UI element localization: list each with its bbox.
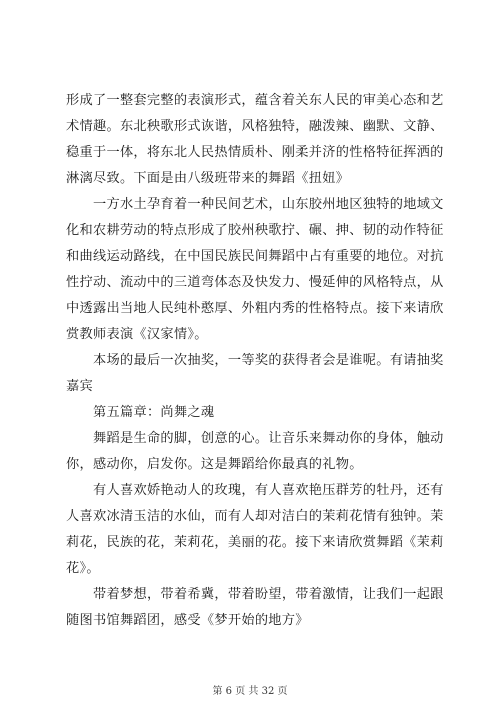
paragraph-line: 花》。 xyxy=(66,561,100,576)
paragraph-line: 人喜欢冰清玉洁的水仙，而有人却对洁白的茉莉花情有独钟。茉 xyxy=(66,509,444,524)
paragraph-line: 一方水土孕育着一种民间艺术，山东胶州地区独特的地域文 xyxy=(93,197,444,212)
paragraph-line: 性拧动、流动中的三道弯体态及快发力、慢延伸的风格特点，从 xyxy=(66,275,444,290)
paragraph-line: 有人喜欢娇艳动人的玫瑰，有人喜欢艳压群芳的牡丹，还有 xyxy=(93,483,444,498)
paragraph-line: 带着梦想，带着希冀，带着盼望，带着激情，让我们一起跟 xyxy=(93,587,444,602)
paragraph-line: 你，感动你，启发你。这是舞蹈给你最真的礼物。 xyxy=(66,457,363,472)
paragraph-line: 随图书馆舞蹈团，感受《梦开始的地方》 xyxy=(66,613,309,628)
paragraph-line: 本场的最后一次抽奖，一等奖的获得者会是谁呢。有请抽奖 xyxy=(93,353,444,368)
paragraph-line: 术情趣。东北秧歌形式诙谐，风格独特，融泼辣、幽默、文静、 xyxy=(66,119,444,134)
paragraph-line: 舞蹈是生命的脚，创意的心。让音乐来舞动你的身体，触动 xyxy=(93,431,444,446)
paragraph-line: 赏教师表演《汉家情》。 xyxy=(66,327,208,342)
section-heading: 第五篇章：尚舞之魂 xyxy=(93,405,215,420)
paragraph-line: 形成了一整套完整的表演形式，蕴含着关东人民的审美心态和艺 xyxy=(66,93,444,108)
paragraph-line: 中透露出当地人民纯朴憨厚、外粗内秀的性格特点。接下来请欣 xyxy=(66,301,444,316)
paragraph-line: 淋漓尽致。下面是由八级班带来的舞蹈《扭妞》 xyxy=(66,171,350,186)
page-number-footer: 第 6 页 共 32 页 xyxy=(212,686,288,697)
paragraph-line: 嘉宾 xyxy=(66,379,93,394)
paragraph-line: 和曲线运动路线，在中国民族民间舞蹈中占有重要的地位。对抗 xyxy=(66,249,444,264)
paragraph-line: 稳重于一体，将东北人民热情质朴、刚柔并济的性格特征挥洒的 xyxy=(66,145,444,160)
paragraph-line: 莉花，民族的花，茉莉花，美丽的花。接下来请欣赏舞蹈《茉莉 xyxy=(66,535,444,550)
paragraph-line: 化和农耕劳动的特点形成了胶州秧歌拧、碾、抻、韧的动作特征 xyxy=(66,223,444,238)
